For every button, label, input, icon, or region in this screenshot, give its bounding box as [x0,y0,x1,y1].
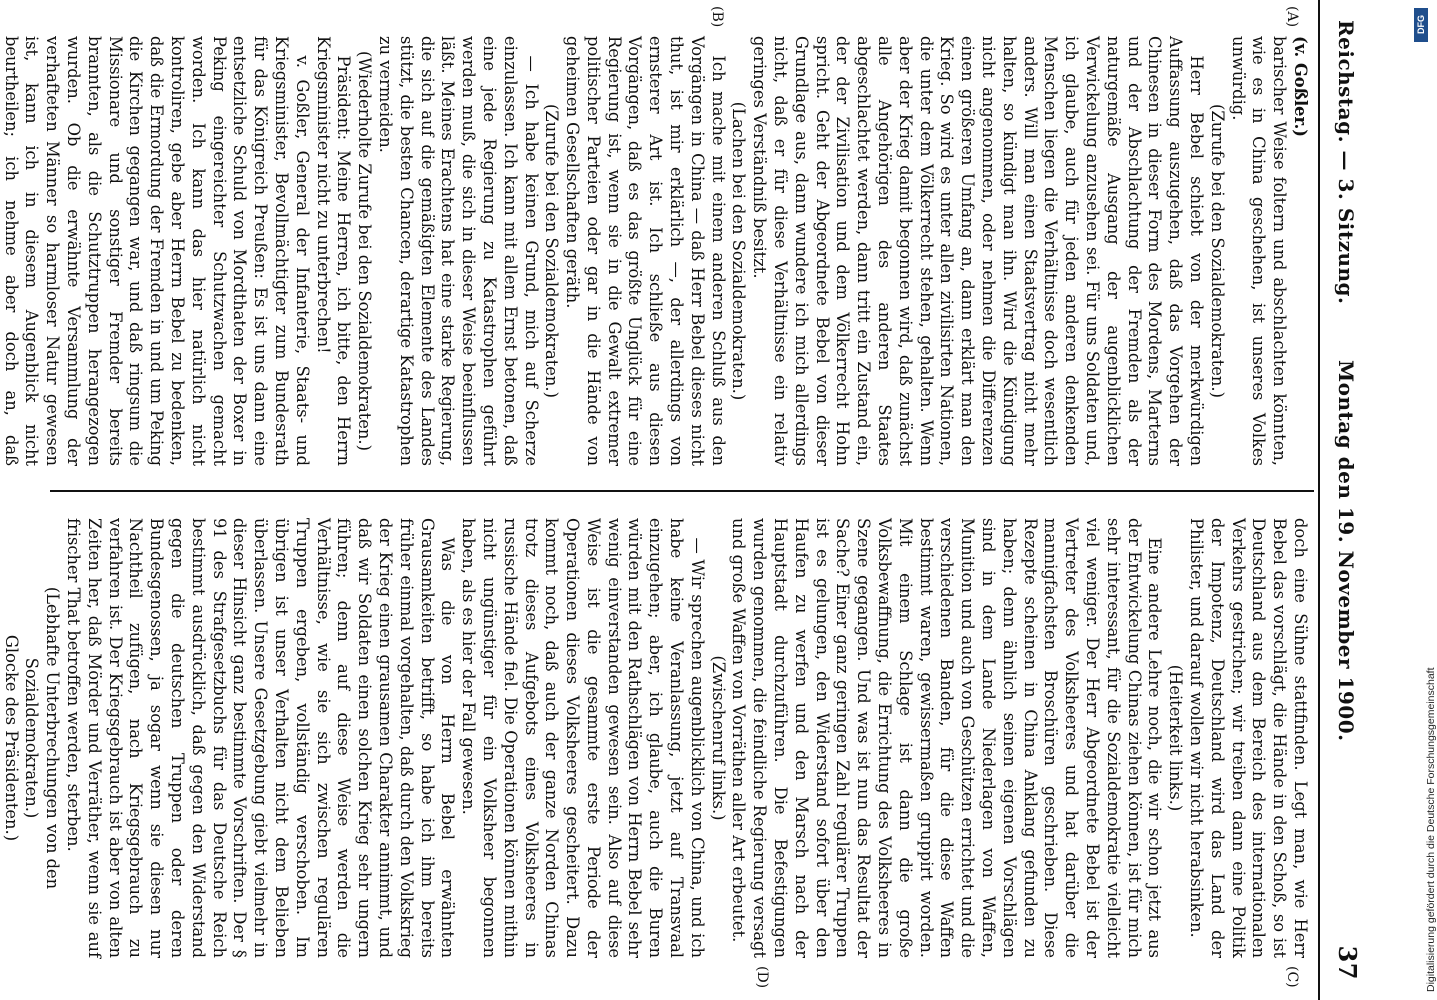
paragraph: Eine andere Lehre noch, die wir schon jetzt aus der Entwickelung Chinas ziehen können, ist für mich sehr interessant, für die Sozialdemokratie vielleicht viel weniger. Der Herr Abgeordnete Bebel ist der Vertreter des Volksheeres und hat darüber die mannigfachsten Broschüren geschrieben. Diese Rezepte scheinen in China Anklang gefunden zu haben; denn ähnlich seinen eigenen Vorschlägen sind in dem Lande Niederlagen von Waffen, Munition und auch von Geschützen errichtet und die verschiedenen Banden, für die diese Waffen bestimmt waren, gewissermaßen gruppirt worden. Mit einem Schlage ist dann die große Volksbewaffnung, die Errichtung des Volksheeres in Szene gegangen. Und was ist nun das Resultat der Sache? Einer ganz geringen Zahl regulärer Truppen ist es gelungen, den Widerstand sofort über den Haufen zu werfen und den Marsch nach der Hauptstadt durchzuführen. Die Befestigungen wurden genommen, die feindliche Regierung versagt und große Waffen von Vorräthen aller Art erbeutet. [729,518,1165,958]
interjection: (Zwischenruf links.) [708,655,728,821]
dfg-logo: DFG [1414,8,1428,42]
president-remark: Präsident: Meine Herren, ich bitte, den Herrn Kriegsminister nicht zu unterbrechen! [313,36,354,466]
column-divider [50,490,1314,492]
paragraph: — Wir sprechen augenblicklich von China, und ich habe keine Veranlassung, jetzt auf Transvaal einzugehen; aber, ich glaube, auch die Buren würden mit den Rathschlägen von Herrn Bebel sehr wenig einverstanden gewesen sein. Also auf diese Weise ist die gesammte erste Periode der Operationen dieses Volksheeres gescheitert. Dazu kommt noch, daß auch der ganze Norden Chinas trotz dieses Aufgebots eines Volksheeres in russische Hände fiel. Die Operationen können mithin nicht ungünstiger für ein Volksheer begonnen haben, als es hier der Fall gewesen. [459,518,707,958]
paragraph: v. Goßler, General der Infanterie, Staats- und Kriegsminister, Bevollmächtigter zum Bundesrath für das Königreich Preußen: Es ist uns dann eine entsetzliche Schuld von Mordthaten der Boxer in Peking eingereichter Schutzwachen gemacht worden. Ich kann das hier natürlich nicht kontroliren, gebe aber Herrn Bebel zu bedenken, daß die Ermordung der Fremden in und um Peking die Kirchen gegangen war, und daß ringsum die Missionare und sonstiger Fremder bereits brannten, als die Schutztruppen herangezogen wurden. Ob die erwähnte Versammlung der verhafteten Männer so harmloser Natur gewesen ist, kann ich in diesem Augenblick nicht beurtheilen; ich nehme aber doch an, daß [1,36,312,466]
page-number: 37 [1333,945,1362,980]
speaker-label: (v. Goßler.) [1291,36,1310,137]
paragraph: Herr Bebel schiebt von der merkwürdigen Auffassung auszugehen, daß das Vorgehen der Chinesen in dieser Form des Mordens, Marterns und der Abschlachtung der Fremden als der naturgemäße Ausgang der augenblicklichen Verwickelung anzusehen sei. Für uns Soldaten und, ich glaube, auch für jeden anderen denkenden Menschen liegen die Verhältnisse doch wesentlich anders. Will man einen Staatsvertrag nicht mehr halten, so kündigt man ihn. Wird die Kündigung nicht angenommen, oder nehmen die Differenzen einen größeren Umfang an, dann erklärt man den Krieg. So wird es unter allen zivilisirten Nationen, die unter dem Völkerrecht stehen, gehalten. Wenn aber der Krieg damit begonnen wird, daß zunächst alle Angehörigen des anderen Staates abgeschlachtet werden, dann tritt ein Zustand ein, der der Zivilisation und dem Völkerrecht Hohn spricht. Geht der Abgeordnete Bebel von dieser Grundlage aus, dann wundere ich mich allerdings nicht, daß er für diese Verhältnisse ein relativ geringes Verständniß besitzt. [750,36,1207,466]
paragraph: Was die von Herrn Bebel erwähnten Grausamkeiten betrifft, so habe ich ihm bereits früher einmal vorgehalten, daß durch den Volkskrieg der Krieg einen grausamen Charakter annimmt, und daß wir Soldaten einen solchen Krieg sehr ungern führen; denn auf diese Weise werden die Verhältnisse, wie sie sich zwischen regulären Truppen ergeben, vollständig verschoben. Im übrigen ist unser Verhalten nicht dem Belieben überlassen. Unsere Gesetzgebung giebt vielmehr in dieser Hinsicht ganz bestimmte Vorschriften. Der § 91 des Strafgesetzbuchs für das Deutsche Reich bestimmt ausdrücklich, daß gegen den Widerstand gegen die deutschen Truppen oder deren Bundesgenossen, ja sogar wenn sie diesen nur Nachtheil zufügen, nach Kriegsgebrauch zu verfahren ist. Der Kriegsgebrauch ist aber von alten Zeiten her, daß Mörder und Verräther, wenn sie auf frischer That betroffen werden, sterben. [63,518,458,958]
margin-marker-a: (A) [1284,6,1300,28]
paragraph: Ich mache mit einem anderen Schluß aus den Vorgängen in China — daß Herr Bebel dieses nicht thut, ist mir erklärlich —, der allerdings von ernsterer Art ist. Ich schließe aus diesen Vorgängen, daß es das größte Unglück für eine Regierung ist, wenn sie in die Gewalt extremer politischer Parteien oder gar in die Hände von geheimen Gesellschaften geräth. [563,36,728,466]
interjection: (Zurufe bei den Sozialdemokraten.) [542,104,562,398]
margin-marker-c: (C) [1284,966,1300,988]
right-column [1,518,1310,958]
interjection: (Lebhafte Unterbrechungen von den Sozialdemokraten.) [22,586,63,890]
header-date: Montag den 19. November 1900. [1334,360,1358,742]
margin-marker-d: (D) [754,966,770,989]
interjection: (Heiterkeit links.) [1166,664,1186,812]
interjection: (Lachen bei den Sozialdemokraten.) [729,101,749,401]
page-header [1318,0,1380,1000]
interjection: Glocke des Präsidenten.) [1,634,21,842]
interjection: (Zurufe bei den Sozialdemokraten.) [1207,104,1227,398]
printed-page [1,0,1380,1000]
paragraph: doch eine Sühne stattfinden. Legt man, wie Herr Bebel das vorschlägt, die Hände in den Schoß, so ist Deutschland aus dem Bereich des internationalen Verkehrs gestrichen; wir treiben dann eine Politik der Impotenz, Deutschland wird das Land der Philister, und darauf wollen wir nicht herabsinken. [1187,518,1310,958]
interjection: (Wiederholte Zurufe bei den Sozialdemokraten.) [355,51,375,451]
header-session: Reichstag. — 3. Sitzung. [1334,20,1358,305]
margin-marker-b: (B) [709,6,725,28]
paragraph: barischer Weise foltern und abschlachten könnten, wie es in China geschehen, ist unseres Volkes unwürdig. [1228,36,1290,466]
digitization-credit: Digitalisierung gefördert durch die Deutsche Forschungsgemeinschaft [1425,667,1437,992]
left-column [1,36,1310,466]
paragraph: — Ich habe keinen Grund, mich auf Scherze einzulassen. Ich kann mit allem Ernst betonen, daß eine jede Regierung zu Katastrophen geführt werden muß, die sich in dieser Weise beeinflussen läßt. Meines Erachtens hat eine starke Regierung, die sich auf die gemäßigten Elemente des Landes stützt, die besten Chancen, derartige Katastrophen zu vermeiden. [375,36,541,466]
